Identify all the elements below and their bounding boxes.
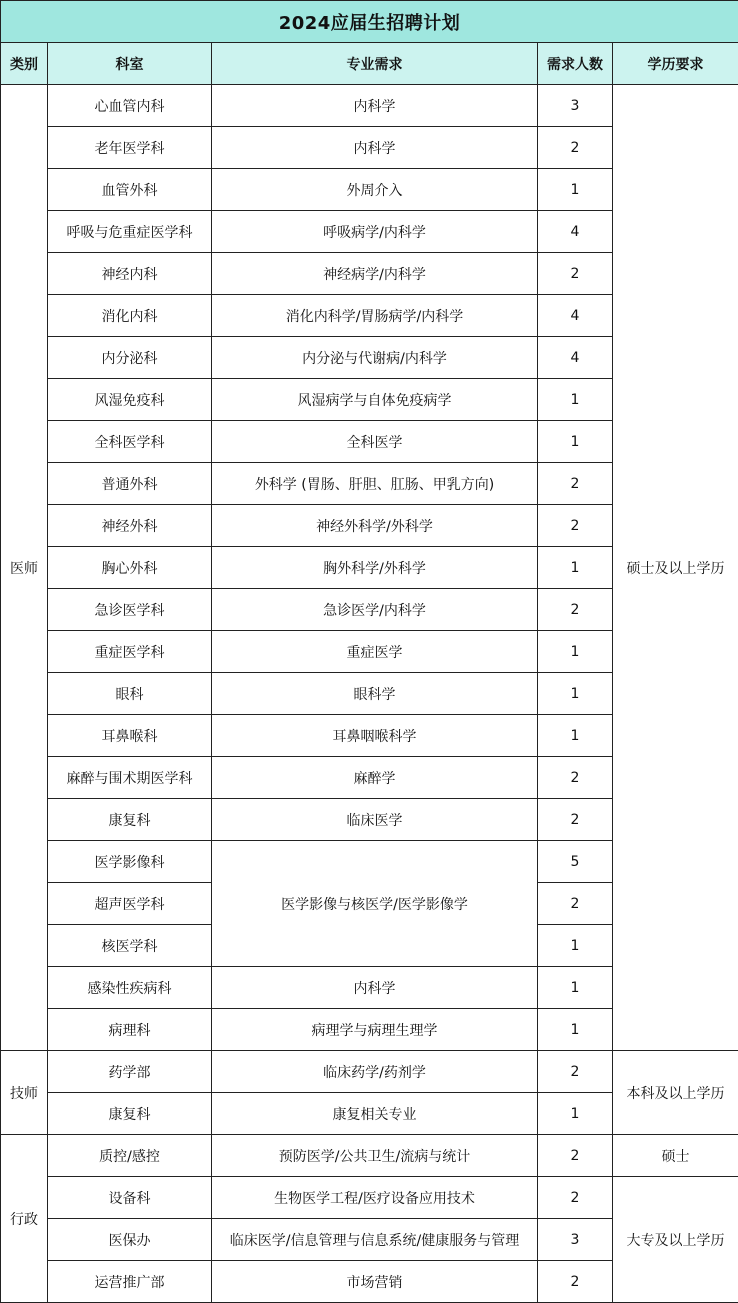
count-cell: 1 <box>538 715 613 757</box>
department-cell: 病理科 <box>48 1009 212 1051</box>
major-cell: 内科学 <box>212 85 538 127</box>
header-count: 需求人数 <box>538 43 613 85</box>
department-cell: 麻醉与围术期医学科 <box>48 757 212 799</box>
count-cell: 1 <box>538 631 613 673</box>
count-cell: 2 <box>538 1261 613 1303</box>
major-cell: 重症医学 <box>212 631 538 673</box>
table-row <box>1 1135 738 1177</box>
count-cell: 2 <box>538 1177 613 1219</box>
category-cell: 技师 <box>1 1051 48 1135</box>
count-cell: 2 <box>538 883 613 925</box>
count-cell: 2 <box>538 1051 613 1093</box>
table-title: 2024应届生招聘计划 <box>1 1 738 43</box>
category-cell: 行政 <box>1 1135 48 1303</box>
major-cell: 麻醉学 <box>212 757 538 799</box>
count-cell: 3 <box>538 1219 613 1261</box>
department-cell: 设备科 <box>48 1177 212 1219</box>
major-cell: 临床医学/信息管理与信息系统/健康服务与管理 <box>212 1219 538 1261</box>
department-cell: 康复科 <box>48 799 212 841</box>
department-cell: 医学影像科 <box>48 841 212 883</box>
major-cell: 全科医学 <box>212 421 538 463</box>
major-cell: 内科学 <box>212 967 538 1009</box>
major-cell: 外周介入 <box>212 169 538 211</box>
department-cell: 核医学科 <box>48 925 212 967</box>
header-education: 学历要求 <box>613 43 738 85</box>
department-cell: 胸心外科 <box>48 547 212 589</box>
count-cell: 2 <box>538 127 613 169</box>
count-cell: 2 <box>538 1135 613 1177</box>
department-cell: 血管外科 <box>48 169 212 211</box>
department-cell: 质控/感控 <box>48 1135 212 1177</box>
count-cell: 1 <box>538 547 613 589</box>
major-cell: 眼科学 <box>212 673 538 715</box>
education-cell: 本科及以上学历 <box>613 1051 738 1135</box>
title-row <box>1 1 738 43</box>
department-cell: 医保办 <box>48 1219 212 1261</box>
header-department: 科室 <box>48 43 212 85</box>
education-cell: 硕士 <box>613 1135 738 1177</box>
major-cell: 风湿病学与自体免疫病学 <box>212 379 538 421</box>
major-cell: 胸外科学/外科学 <box>212 547 538 589</box>
major-cell: 生物医学工程/医疗设备应用技术 <box>212 1177 538 1219</box>
department-cell: 呼吸与危重症医学科 <box>48 211 212 253</box>
department-cell: 神经内科 <box>48 253 212 295</box>
count-cell: 1 <box>538 1093 613 1135</box>
major-cell: 内分泌与代谢病/内科学 <box>212 337 538 379</box>
major-cell: 耳鼻咽喉科学 <box>212 715 538 757</box>
major-cell: 外科学 (胃肠、肝胆、肛肠、甲乳方向) <box>212 463 538 505</box>
count-cell: 1 <box>538 421 613 463</box>
header-major: 专业需求 <box>212 43 538 85</box>
count-cell: 2 <box>538 505 613 547</box>
count-cell: 3 <box>538 85 613 127</box>
department-cell: 药学部 <box>48 1051 212 1093</box>
header-row <box>1 43 738 85</box>
department-cell: 康复科 <box>48 1093 212 1135</box>
count-cell: 2 <box>538 757 613 799</box>
table-row <box>1 85 738 127</box>
department-cell: 普通外科 <box>48 463 212 505</box>
count-cell: 4 <box>538 337 613 379</box>
major-cell: 神经外科学/外科学 <box>212 505 538 547</box>
count-cell: 1 <box>538 967 613 1009</box>
count-cell: 2 <box>538 589 613 631</box>
department-cell: 风湿免疫科 <box>48 379 212 421</box>
major-cell-merged: 医学影像与核医学/医学影像学 <box>212 841 538 967</box>
count-cell: 2 <box>538 253 613 295</box>
major-cell: 消化内科学/胃肠病学/内科学 <box>212 295 538 337</box>
count-cell: 5 <box>538 841 613 883</box>
department-cell: 运营推广部 <box>48 1261 212 1303</box>
count-cell: 1 <box>538 379 613 421</box>
category-cell: 医师 <box>1 85 48 1051</box>
header-category: 类别 <box>1 43 48 85</box>
major-cell: 内科学 <box>212 127 538 169</box>
department-cell: 老年医学科 <box>48 127 212 169</box>
major-cell: 病理学与病理生理学 <box>212 1009 538 1051</box>
count-cell: 1 <box>538 169 613 211</box>
count-cell: 1 <box>538 673 613 715</box>
education-cell: 大专及以上学历 <box>613 1177 738 1303</box>
count-cell: 1 <box>538 1009 613 1051</box>
major-cell: 预防医学/公共卫生/流病与统计 <box>212 1135 538 1177</box>
department-cell: 内分泌科 <box>48 337 212 379</box>
major-cell: 急诊医学/内科学 <box>212 589 538 631</box>
department-cell: 急诊医学科 <box>48 589 212 631</box>
count-cell: 4 <box>538 211 613 253</box>
table-row <box>1 1177 738 1219</box>
department-cell: 心血管内科 <box>48 85 212 127</box>
count-cell: 4 <box>538 295 613 337</box>
education-cell: 硕士及以上学历 <box>613 85 738 1051</box>
count-cell: 2 <box>538 799 613 841</box>
department-cell: 全科医学科 <box>48 421 212 463</box>
major-cell: 临床医学 <box>212 799 538 841</box>
department-cell: 消化内科 <box>48 295 212 337</box>
department-cell: 超声医学科 <box>48 883 212 925</box>
count-cell: 1 <box>538 925 613 967</box>
major-cell: 康复相关专业 <box>212 1093 538 1135</box>
department-cell: 重症医学科 <box>48 631 212 673</box>
major-cell: 临床药学/药剂学 <box>212 1051 538 1093</box>
major-cell: 呼吸病学/内科学 <box>212 211 538 253</box>
major-cell: 神经病学/内科学 <box>212 253 538 295</box>
department-cell: 耳鼻喉科 <box>48 715 212 757</box>
major-cell: 市场营销 <box>212 1261 538 1303</box>
department-cell: 感染性疾病科 <box>48 967 212 1009</box>
department-cell: 神经外科 <box>48 505 212 547</box>
department-cell: 眼科 <box>48 673 212 715</box>
table-row <box>1 1051 738 1093</box>
count-cell: 2 <box>538 463 613 505</box>
